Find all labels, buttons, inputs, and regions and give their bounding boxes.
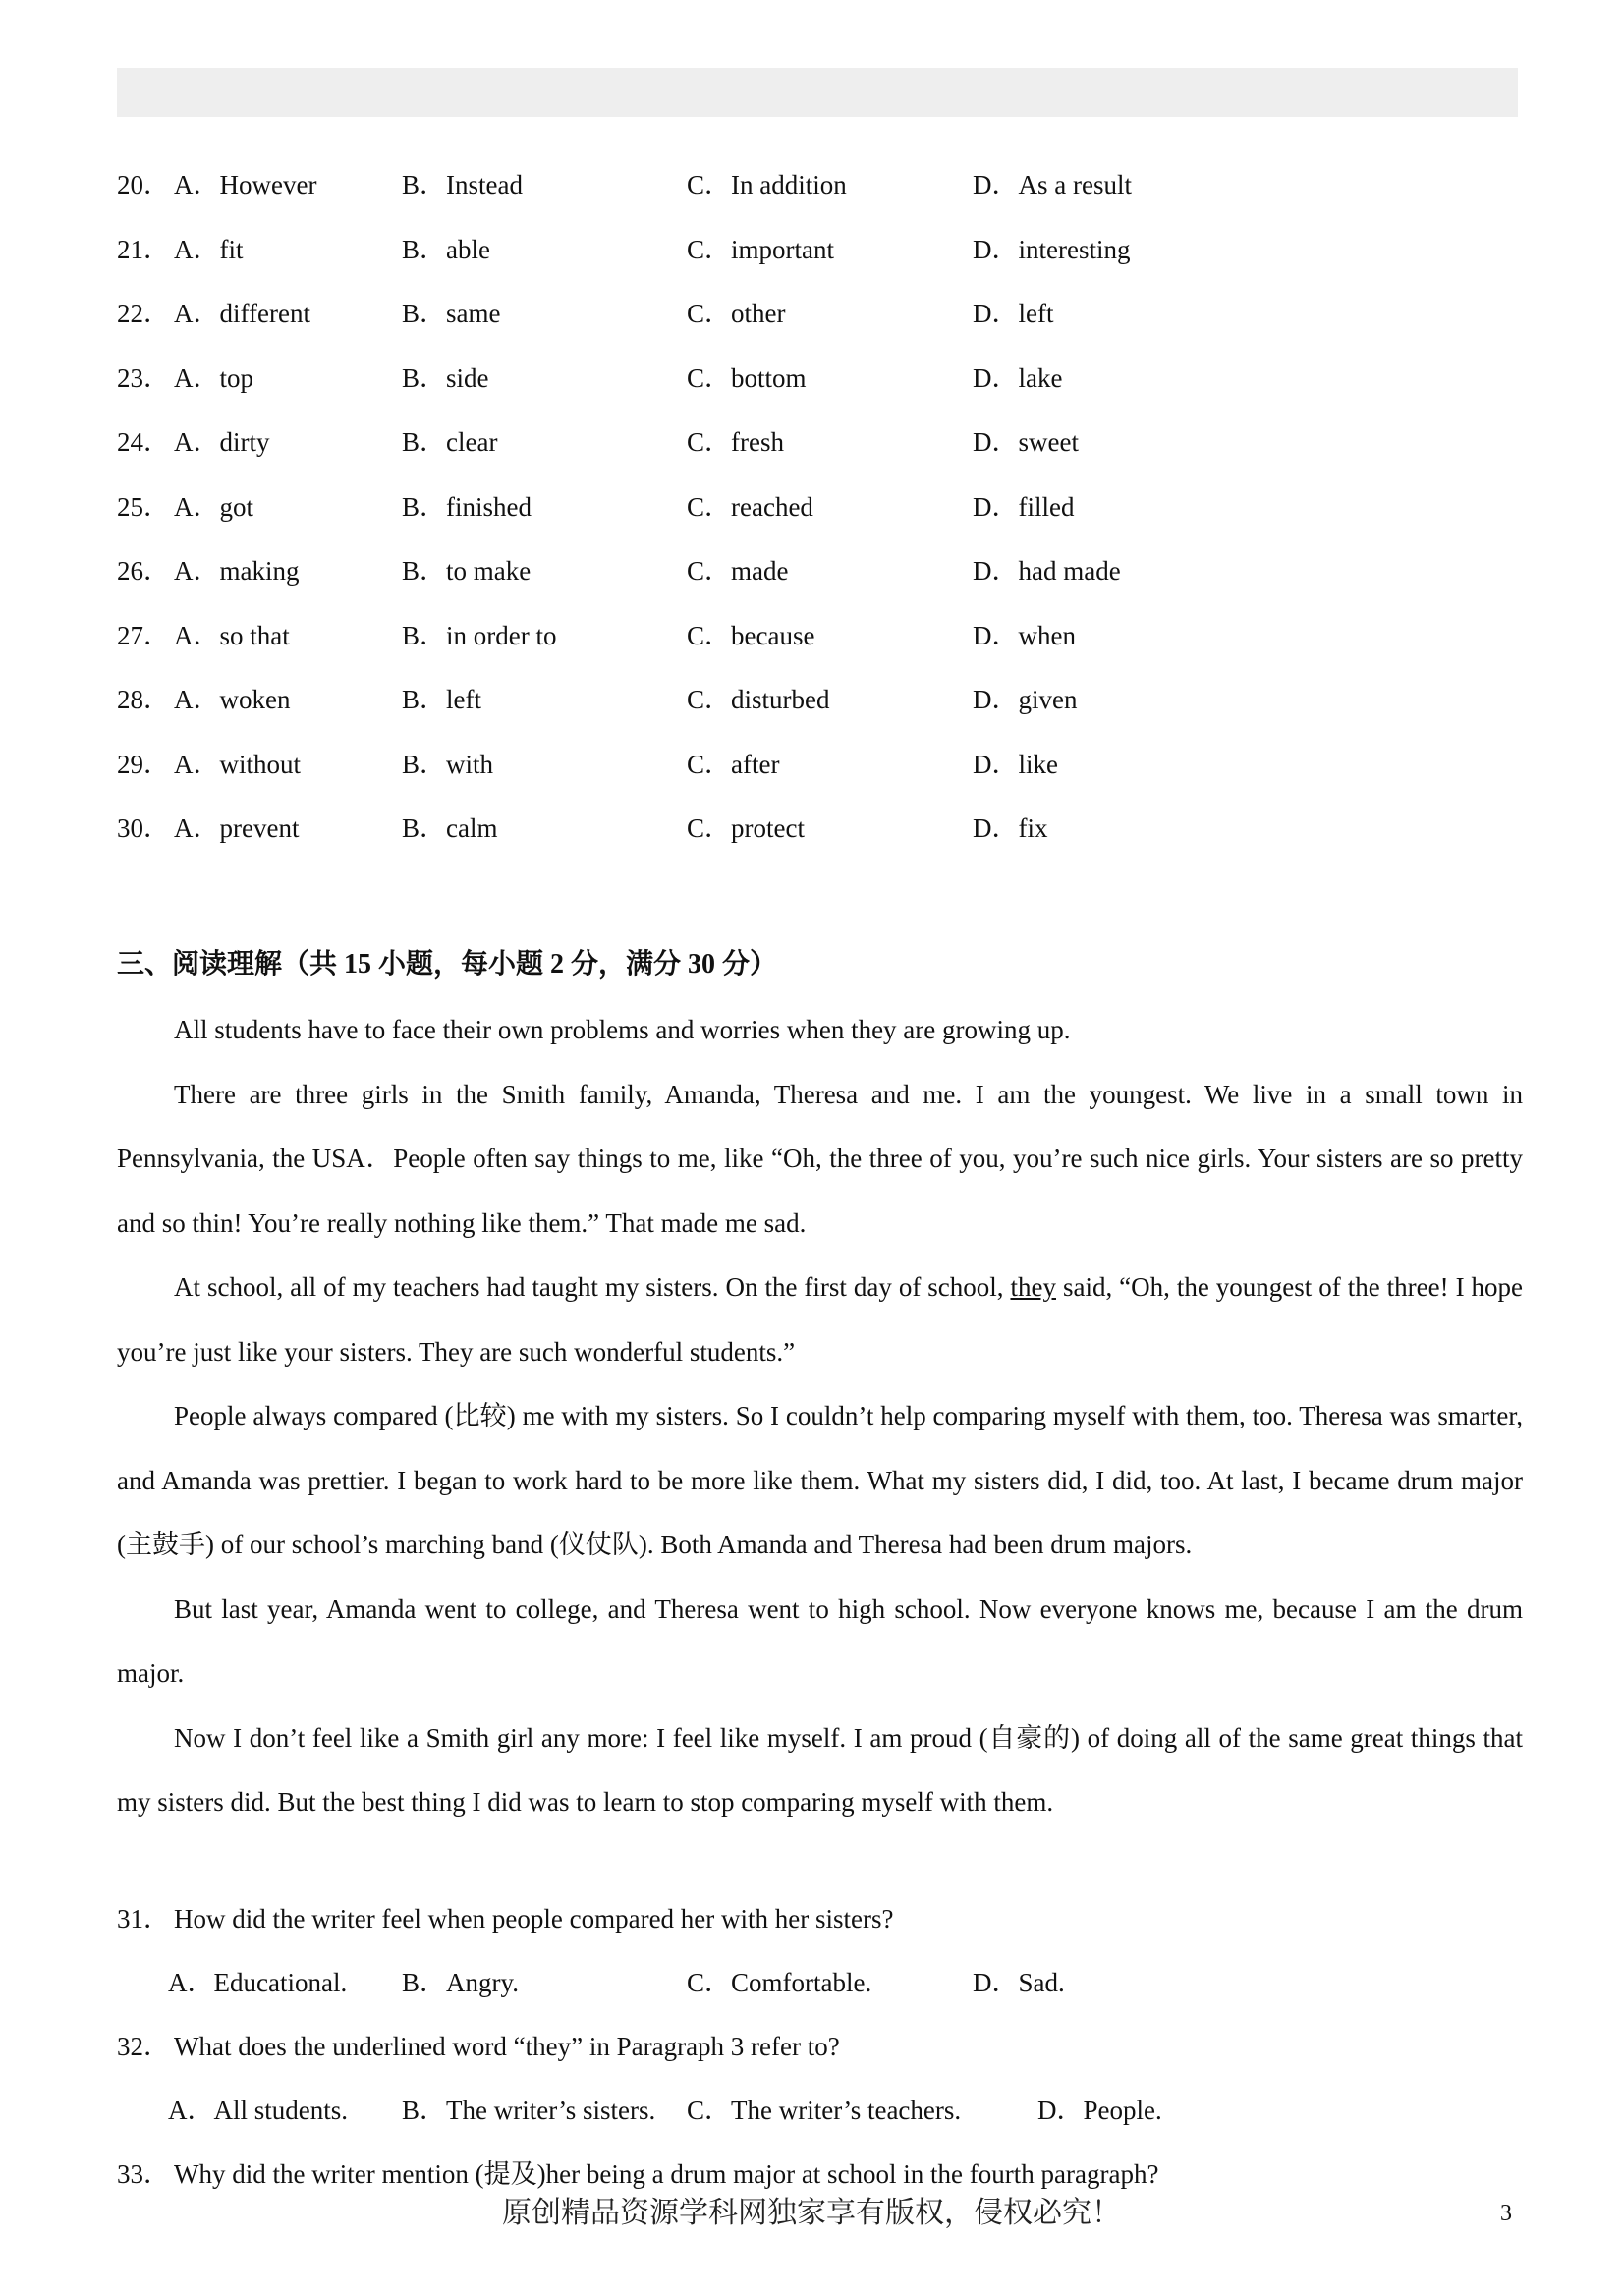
- question-number: 21．: [117, 234, 170, 264]
- question-number: 23．: [117, 363, 170, 393]
- question-number: 33．: [117, 2159, 170, 2189]
- option-row: [117, 616, 1394, 655]
- option-b: B．Angry.: [402, 1968, 519, 1997]
- option-c: C．disturbed: [687, 685, 830, 714]
- passage: [117, 998, 1523, 1835]
- question-number: 24．: [117, 427, 170, 457]
- page-number: 3: [1500, 2201, 1512, 2226]
- option-a: A．top: [174, 363, 253, 393]
- option-c: C．In addition: [687, 170, 847, 199]
- option-b: B．to make: [402, 556, 532, 586]
- option-a: A．so that: [174, 620, 290, 650]
- question-text: What does the underlined word “they” in Paragraph 3 refer to?: [174, 2032, 840, 2061]
- question-number: 22．: [117, 299, 170, 328]
- footer-copyright: 原创精品资源学科网独家享有版权，侵权必究！: [502, 2197, 1121, 2229]
- option-a: A．However: [174, 170, 317, 199]
- option-c: C．because: [687, 620, 815, 650]
- option-b: B．same: [402, 299, 501, 328]
- option-a: A．different: [174, 299, 310, 328]
- question-33: [117, 2155, 1522, 2194]
- question-number: 26．: [117, 556, 170, 586]
- option-a: A．dirty: [174, 427, 270, 457]
- option-c: C．reached: [687, 491, 813, 522]
- option-row: [117, 809, 1394, 848]
- option-d: D．when: [973, 620, 1076, 650]
- passage-paragraph-6: Now I don’t feel like a Smith girl any more: I feel like myself. I am proud (自豪的) of doing all of the same great things that my sisters did. But the best thing I did was to learn to stop comparing myself with them.: [117, 1722, 1523, 1817]
- option-d: D．like: [973, 749, 1058, 779]
- option-row: [117, 680, 1394, 719]
- passage-paragraph-1: All students have to face their own problems and worries when they are growing up.: [174, 1015, 1071, 1044]
- question-number: 30．: [117, 813, 170, 843]
- option-c: C．bottom: [687, 363, 807, 393]
- option-b: B．calm: [402, 813, 498, 843]
- question-number: 29．: [117, 749, 170, 779]
- option-d: D．Sad.: [973, 1968, 1065, 1997]
- option-b: B．Instead: [402, 170, 523, 199]
- section-title: 三、阅读理解（共 15 小题，每小题 2 分，满分 30 分）: [117, 949, 778, 980]
- question-text: How did the writer feel when people compared her with her sisters?: [174, 1904, 894, 1933]
- header-bar: [117, 68, 1518, 117]
- passage-paragraph-2: There are three girls in the Smith family, Amanda, Theresa and me. I am the youngest. We live in a small town in Pennsylvania, the USA．People often say things to me, like “Oh, the three of you, you’re such nice girls. Your sisters are so pretty and so thin! You’re really nothing like them.” That made me sad.: [117, 1079, 1523, 1238]
- question-text: Why did the writer mention (提及)her being a drum major at school in the fourth paragraph?: [174, 2159, 1159, 2189]
- option-b: B．clear: [402, 427, 498, 457]
- question-31-options: [117, 1963, 1394, 2002]
- option-d: D．lake: [973, 363, 1063, 393]
- option-c: C．Comfortable.: [687, 1968, 872, 1997]
- option-row: [117, 745, 1394, 784]
- option-a: A．All students.: [168, 2096, 349, 2125]
- question-number: 32．: [117, 2032, 170, 2061]
- option-a: A．fit: [174, 234, 244, 264]
- question-32-options: [117, 2091, 1394, 2130]
- option-a: A．Educational.: [168, 1968, 348, 1997]
- option-d: D．interesting: [973, 234, 1131, 264]
- option-d: D．had made: [973, 556, 1121, 586]
- option-d: D．given: [973, 685, 1078, 714]
- option-b: B．The writer’s sisters.: [402, 2096, 656, 2125]
- option-d: D．filled: [973, 491, 1075, 522]
- option-row: [117, 294, 1394, 333]
- option-b: B．finished: [402, 491, 532, 522]
- option-b: B．left: [402, 685, 481, 714]
- option-row: [117, 422, 1394, 462]
- option-a: A．without: [174, 749, 302, 779]
- question-number: 25．: [117, 491, 170, 522]
- option-row: [117, 551, 1394, 590]
- option-b: B．in order to: [402, 620, 557, 650]
- option-a: A．prevent: [174, 813, 300, 843]
- option-b: B．able: [402, 234, 490, 264]
- question-32: [117, 2027, 1522, 2066]
- p3-after: said, “Oh, the youngest of the three! I hope you’re just like your sisters. They are such wonderful students.”: [117, 1272, 1524, 1367]
- passage-paragraph-4: People always compared (比较) me with my sisters. So I couldn’t help comparing myself with them, too. Theresa was smarter, and Amanda was prettier. I began to work hard to be more like them. What my sisters did, I did, too. At last, I became drum major (主鼓手) of our school’s marching band (仪仗队). Both Amanda and Theresa had been drum majors.: [117, 1401, 1523, 1559]
- option-row: [117, 487, 1394, 527]
- passage-paragraph-3: [117, 1256, 1523, 1384]
- option-c: C．important: [687, 234, 834, 264]
- question-number: 31．: [117, 1904, 170, 1933]
- option-b: B．side: [402, 363, 489, 393]
- option-row: [117, 359, 1394, 398]
- option-c: C．protect: [687, 813, 805, 843]
- option-b: B．with: [402, 749, 494, 779]
- option-d: D．fix: [973, 813, 1048, 843]
- option-c: C．fresh: [687, 427, 784, 457]
- option-d: D．As a result: [973, 170, 1132, 199]
- question-31: [117, 1899, 1522, 1938]
- option-c: C．other: [687, 299, 786, 328]
- question-number: 27．: [117, 620, 170, 650]
- option-a: A．woken: [174, 685, 291, 714]
- question-number: 28．: [117, 685, 170, 714]
- option-c: C．The writer’s teachers.: [687, 2096, 962, 2125]
- option-c: C．after: [687, 749, 780, 779]
- underlined-word: they: [1010, 1272, 1056, 1302]
- option-d: D．left: [973, 299, 1054, 328]
- option-a: A．got: [174, 491, 253, 522]
- option-d: D．People.: [1037, 2096, 1162, 2125]
- option-row: [117, 230, 1394, 269]
- p3-before: At school, all of my teachers had taught my sisters. On the first day of school,: [174, 1272, 1011, 1302]
- question-number: 20．: [117, 170, 170, 199]
- passage-paragraph-5: But last year, Amanda went to college, and Theresa went to high school. Now everyone knows me, because I am the drum major.: [117, 1594, 1523, 1688]
- option-row: [117, 165, 1394, 204]
- option-c: C．made: [687, 556, 789, 586]
- option-a: A．making: [174, 556, 300, 586]
- option-d: D．sweet: [973, 427, 1079, 457]
